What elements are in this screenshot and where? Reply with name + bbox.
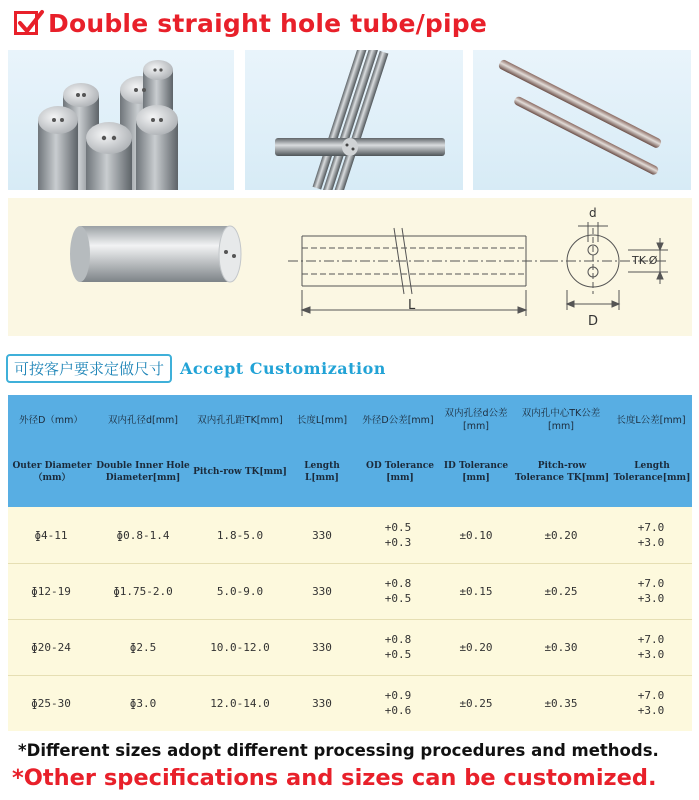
header-en-tk: Pitch-row TK[mm]	[193, 467, 287, 477]
len-tol-lower: +3.0	[637, 704, 665, 717]
header-en-tk-tol: Pitch-row Tolerance TK[mm]	[514, 461, 610, 483]
cell-tk-tol: ±0.20	[544, 528, 578, 542]
customization-row	[6, 352, 386, 384]
od-tol-upper: +0.5	[384, 521, 412, 534]
label-length: L	[408, 298, 416, 313]
cell-id-tol: ±0.10	[459, 528, 493, 542]
table-body	[8, 507, 692, 731]
cell-od: ɸ4-11	[34, 528, 68, 542]
note-customization: *Other specifications and sizes can be customized.	[12, 765, 657, 791]
len-tol-lower: +3.0	[637, 536, 665, 549]
header-cn-tk: 双内孔孔距TK[mm]	[197, 414, 283, 426]
od-tol-lower: +0.5	[384, 592, 412, 605]
len-tol-lower: +3.0	[637, 592, 665, 605]
cell-id-tol: ±0.15	[459, 584, 493, 598]
checkbox-icon	[14, 11, 38, 35]
cell-tk: 5.0-9.0	[216, 584, 264, 598]
cell-len-tol	[610, 507, 692, 563]
cell-od-tol	[356, 619, 440, 675]
header-cn-len: 长度L[mm]	[296, 414, 348, 426]
len-tol-lower: +3.0	[637, 648, 665, 661]
spec-table	[8, 395, 692, 731]
table-row	[8, 563, 692, 619]
len-tol-upper: +7.0	[637, 633, 665, 646]
cell-od-tol	[356, 563, 440, 619]
technical-diagram	[8, 198, 692, 336]
customization-en-label: Accept Customization	[180, 358, 386, 378]
cell-od-tol	[356, 507, 440, 563]
cell-id: ɸ1.75-2.0	[113, 584, 173, 598]
od-tol-lower: +0.3	[384, 536, 412, 549]
label-outer-diameter: D	[588, 314, 599, 329]
cell-tk-tol: ±0.25	[544, 584, 578, 598]
cell-id: ɸ3.0	[129, 696, 157, 710]
cell-tk-tol: ±0.35	[544, 696, 578, 710]
table-row	[8, 507, 692, 563]
title-text: Double straight hole tube/pipe	[48, 8, 488, 38]
cell-id: ɸ0.8-1.4	[116, 528, 170, 542]
len-tol-upper: +7.0	[637, 521, 665, 534]
cell-tk-tol: ±0.30	[544, 640, 578, 654]
cell-len: 330	[312, 640, 332, 654]
label-pitch-row: TK-Ø	[632, 254, 658, 267]
od-tol-upper: +0.9	[384, 689, 412, 702]
cell-tk: 10.0-12.0	[210, 640, 270, 654]
header-en-od-tol: OD Tolerance [mm]	[366, 461, 434, 483]
table-row	[8, 619, 692, 675]
cell-id: ɸ2.5	[129, 640, 157, 654]
cell-od: ɸ12-19	[31, 584, 71, 598]
od-tol-upper: +0.8	[384, 633, 412, 646]
len-tol-upper: +7.0	[637, 689, 665, 702]
header-en-len-tol: Length Tolerance[mm]	[613, 461, 691, 483]
cell-len: 330	[312, 584, 332, 598]
header-cn-id: 双内孔径d[mm]	[108, 414, 178, 426]
cell-len-tol	[610, 563, 692, 619]
table-row	[8, 675, 692, 731]
header-en-len: Length L[mm]	[304, 461, 340, 483]
cell-tk: 12.0-14.0	[210, 696, 270, 710]
od-tol-lower: +0.6	[384, 704, 412, 717]
page-title	[14, 6, 487, 40]
customization-cn-badge: 可按客户要求定做尺寸	[6, 354, 172, 383]
cell-len: 330	[312, 696, 332, 710]
header-cn-od-tol: 外径D公差[mm]	[362, 414, 434, 426]
cell-od-tol	[356, 675, 440, 731]
header-cn-len-tol: 长度L公差[mm]	[616, 414, 686, 426]
cell-id-tol: ±0.25	[459, 696, 493, 710]
table-header	[8, 395, 692, 507]
photo-tilted-rods	[473, 50, 691, 190]
header-en-id: Double Inner Hole Diameter[mm]	[96, 461, 190, 483]
photo-crossed-rods	[245, 50, 463, 190]
header-en-od: Outer Diameter（mm）	[12, 461, 92, 483]
cell-od: ɸ25-30	[31, 696, 71, 710]
header-en-id-tol: ID Tolerance [mm]	[443, 461, 509, 483]
cell-id-tol: ±0.20	[459, 640, 493, 654]
cell-od: ɸ20-24	[31, 640, 71, 654]
od-tol-lower: +0.5	[384, 648, 412, 661]
cell-len: 330	[312, 528, 332, 542]
cell-len-tol	[610, 675, 692, 731]
cell-len-tol	[610, 619, 692, 675]
label-inner-diameter: d	[589, 206, 597, 220]
header-cn-id-tol: 双内孔径d公差[mm]	[444, 408, 508, 432]
len-tol-upper: +7.0	[637, 577, 665, 590]
header-cn-od: 外径D（mm）	[19, 414, 83, 426]
cell-tk: 1.8-5.0	[216, 528, 264, 542]
note-processing: *Different sizes adopt different processing procedures and methods.	[18, 741, 659, 760]
od-tol-upper: +0.8	[384, 577, 412, 590]
header-cn-tk-tol: 双内孔中心TK公差[mm]	[521, 408, 601, 432]
photo-rod-bundle	[8, 50, 234, 190]
